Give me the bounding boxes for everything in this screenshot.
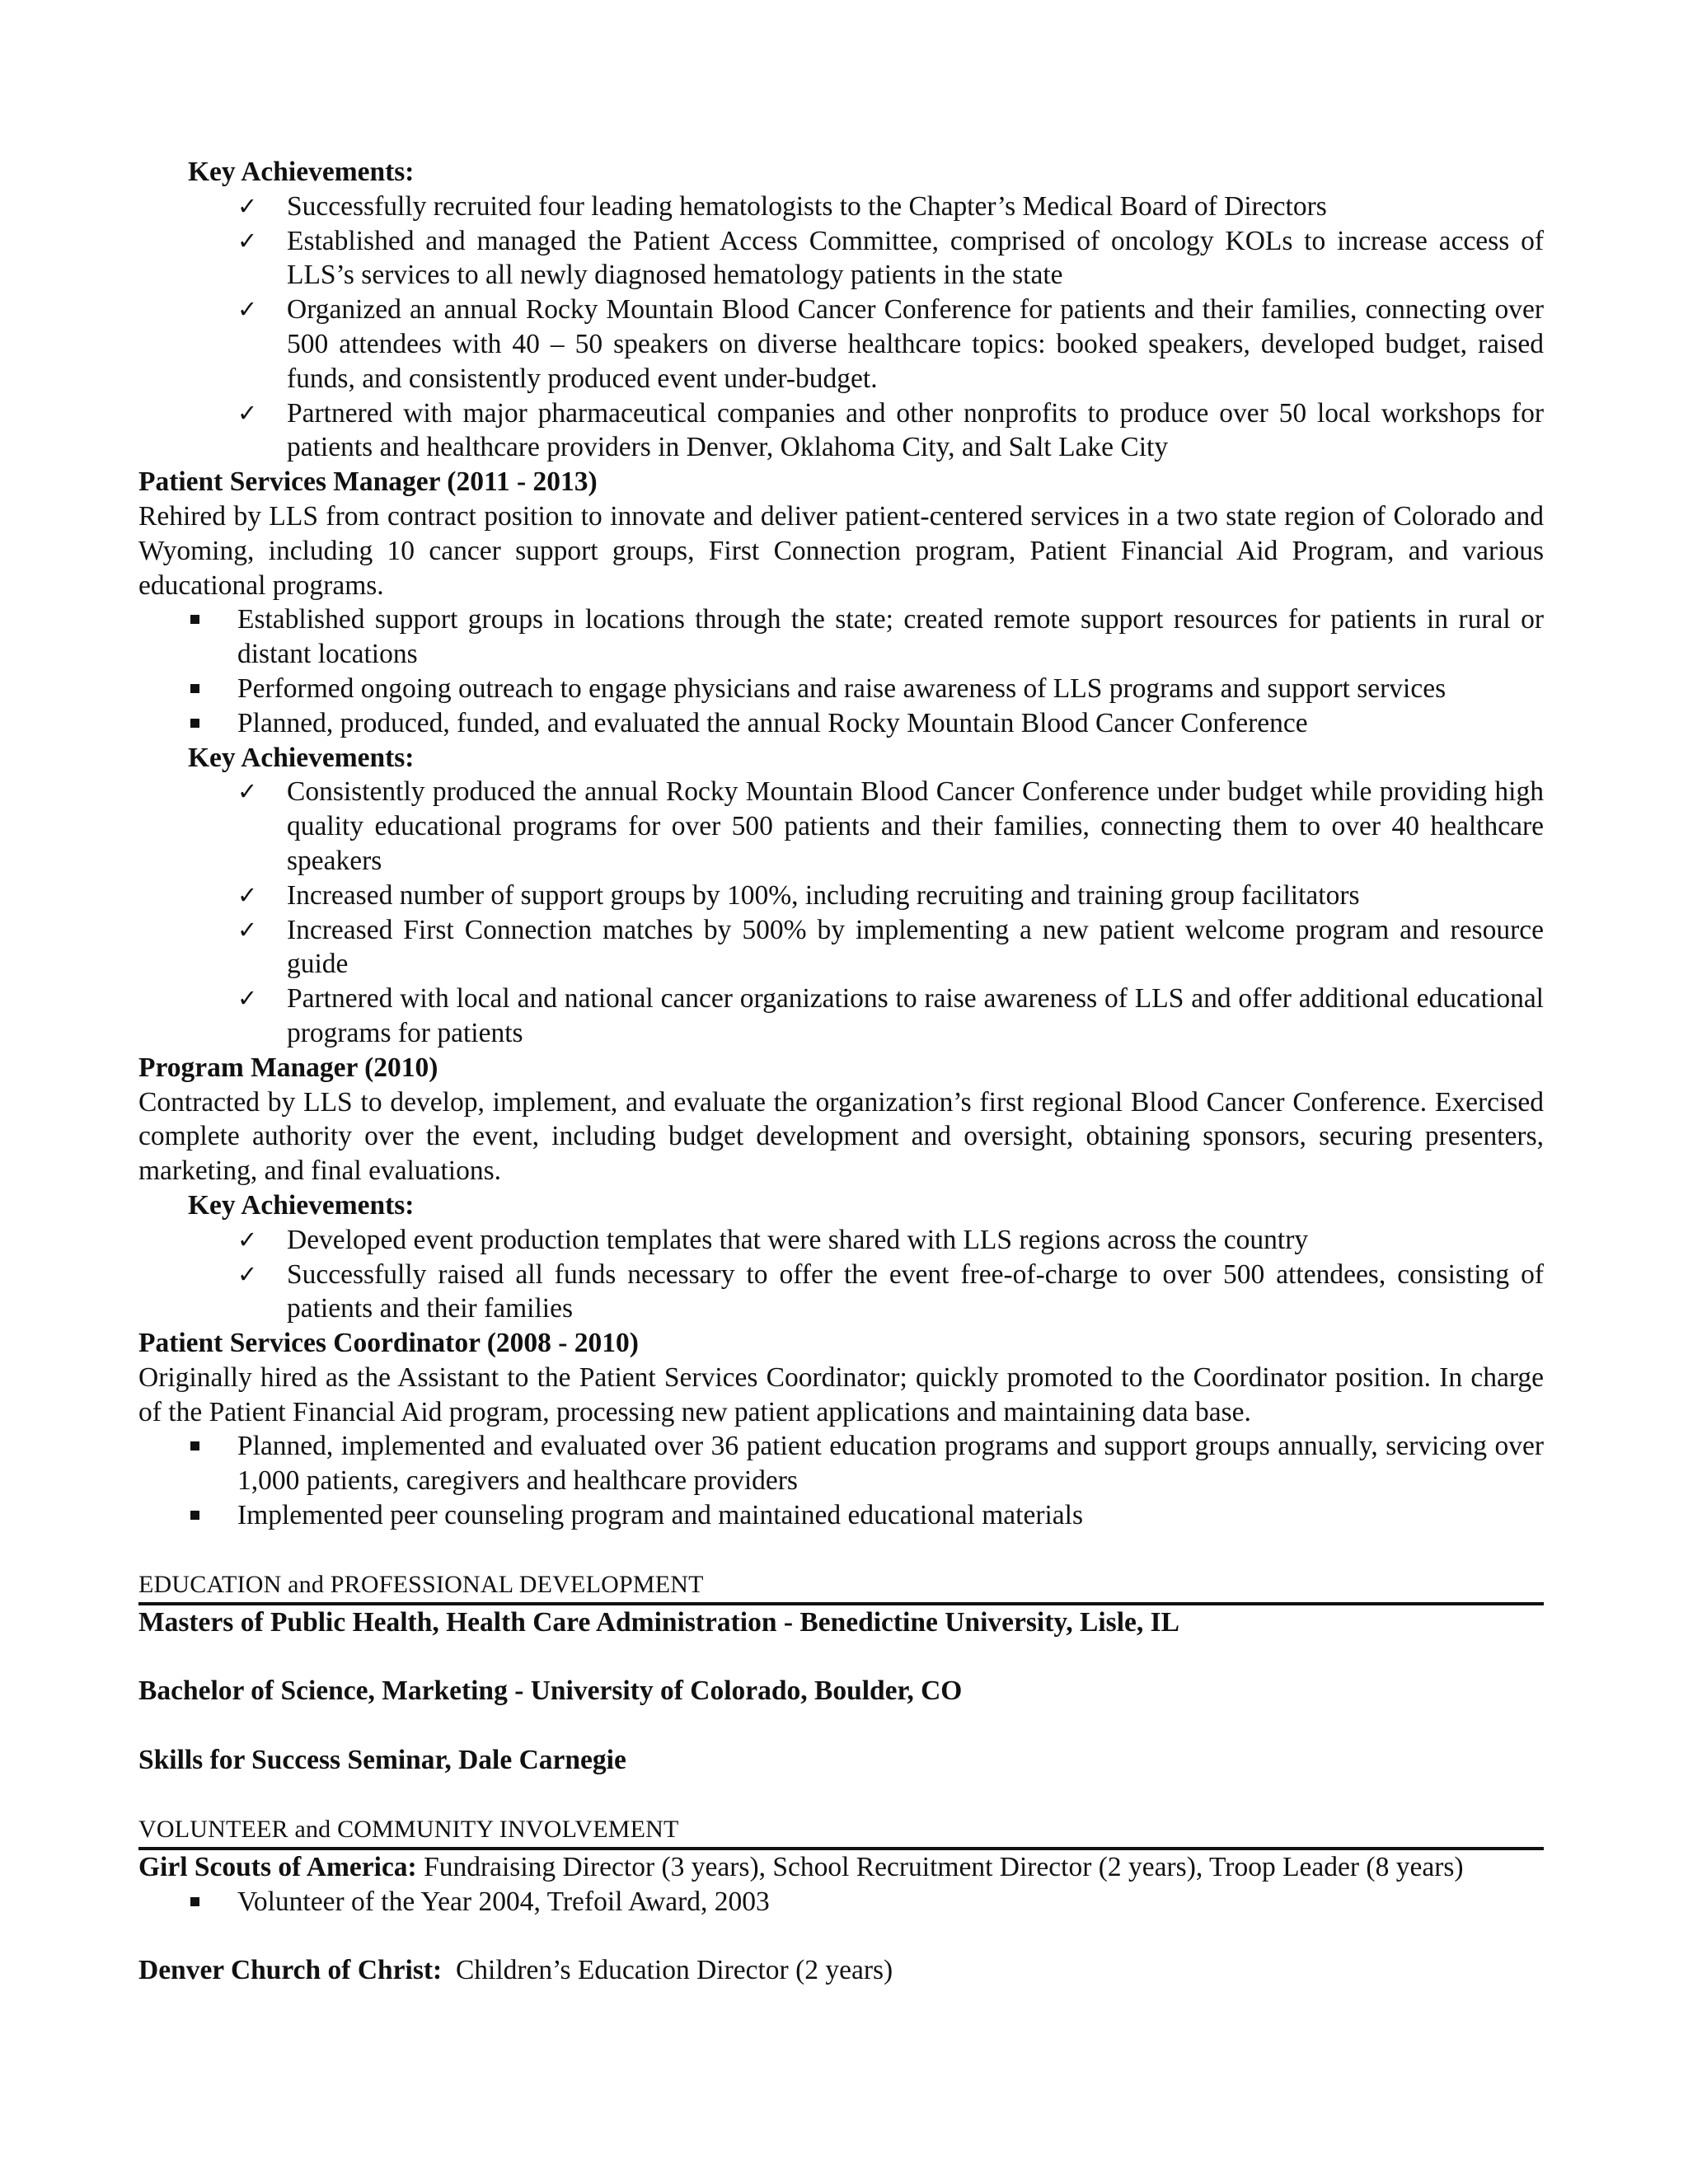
check-mark-icon: ✓	[237, 880, 258, 909]
list-item: ✓ Increased First Connection matches by 500% by implementing a new patient welcome program and resource guide	[237, 914, 1544, 980]
square-bullet-icon	[190, 1897, 199, 1906]
volunteer-entry	[138, 1850, 1544, 1885]
education-heading: EDUCATION and PROFESSIONAL DEVELOPMENT	[138, 1570, 704, 1598]
achievements-list	[138, 190, 1544, 465]
check-mark-icon: ✓	[237, 295, 258, 324]
list-item: ✓ Partnered with local and national cancer organizations to raise awareness of LLS and offer additional educational programs for patients	[237, 983, 1544, 1048]
job-title: Program Manager (2010)	[138, 1052, 438, 1083]
list-item: Planned, produced, funded, and evaluated the annual Rocky Mountain Blood Cancer Conference	[138, 706, 1544, 741]
key-achievements-label: Key Achievements:	[188, 742, 415, 773]
check-mark-icon: ✓	[237, 1259, 258, 1288]
spacer	[138, 1640, 1544, 1675]
check-mark-icon: ✓	[237, 984, 258, 1013]
list-item: ✓ Established and managed the Patient Access Committee, comprised of oncology KOLs to increase access of LLS’s services to all newly diagnosed hematology patients in the state	[237, 225, 1544, 291]
spacer	[138, 1708, 1544, 1743]
list-item: Implemented peer counseling program and maintained educational materials	[138, 1498, 1544, 1533]
key-achievements-label: Key Achievements:	[188, 157, 415, 187]
achievements-list	[138, 1223, 1544, 1326]
education-item: Masters of Public Health, Health Care Administration - Benedictine University, Lisle, IL	[138, 1606, 1180, 1638]
list-item: Volunteer of the Year 2004, Trefoil Award, 2003	[138, 1885, 1544, 1919]
volunteer-awards-list	[138, 1885, 1544, 1919]
volunteer-org: Girl Scouts of America:	[138, 1851, 417, 1882]
key-achievements-label: Key Achievements:	[188, 1189, 415, 1221]
education-item: Bachelor of Science, Marketing - University of Colorado, Boulder, CO	[138, 1675, 963, 1707]
list-item: ✓ Consistently produced the annual Rocky Mountain Blood Cancer Conference under budget while providing high quality educational programs for over 500 patients and their families, connecting them to over 40 healthcare speakers	[237, 776, 1544, 876]
list-item: ✓ Organized an annual Rocky Mountain Blood Cancer Conference for patients and their families, connecting over 500 attendees with 40 – 50 speakers on diverse healthcare topics: booked speakers, developed budget, raised funds, and consistently produced event under-budget.	[237, 294, 1544, 394]
check-mark-icon: ✓	[237, 915, 258, 944]
duties-list	[138, 602, 1544, 740]
list-item: ✓ Partnered with major pharmaceutical companies and other nonprofits to produce over 50 local workshops for patients and healthcare providers in Denver, Oklahoma City, and Salt Lake City	[237, 397, 1544, 463]
square-bullet-icon	[190, 684, 199, 693]
volunteer-heading: VOLUNTEER and COMMUNITY INVOLVEMENT	[138, 1815, 679, 1843]
check-mark-icon: ✓	[237, 191, 258, 220]
square-bullet-icon	[190, 1511, 199, 1520]
check-mark-icon: ✓	[237, 226, 258, 255]
volunteer-entry	[138, 1953, 1544, 1988]
square-bullet-icon	[190, 615, 199, 624]
list-item: ✓ Developed event production templates that were shared with LLS regions across the country	[138, 1223, 1544, 1258]
job-description: Contracted by LLS to develop, implement, and evaluate the organization’s first regional Blood Cancer Conference. Exercised complete authority over the event, including budget development and oversight, obtaining sponsors, securing presenters, marketing, and final evaluations.	[138, 1086, 1544, 1187]
list-item: ✓ Successfully raised all funds necessary to offer the event free-of-charge to over 500 attendees, consisting of patients and their families	[237, 1258, 1544, 1324]
list-item: Established support groups in locations through the state; created remote support resources for patients in rural or distant locations	[138, 602, 1544, 672]
volunteer-roles: Children’s Education Director (2 years)	[442, 1955, 893, 1986]
square-bullet-icon	[190, 719, 199, 728]
list-item: ✓ Successfully recruited four leading hematologists to the Chapter’s Medical Board of Directors	[138, 190, 1544, 224]
spacer	[138, 1919, 1544, 1953]
list-item: ✓ Increased number of support groups by 100%, including recruiting and training group facilitators	[138, 879, 1544, 913]
education-item: Skills for Success Seminar, Dale Carnegie	[138, 1745, 626, 1776]
check-mark-icon: ✓	[237, 1225, 258, 1254]
job-description: Originally hired as the Assistant to the Patient Services Coordinator; quickly promoted to the Coordinator position. In charge of the Patient Financial Aid program, processing new patient applications and maintaining data base.	[138, 1361, 1544, 1427]
square-bullet-icon	[190, 1441, 199, 1451]
job-title: Patient Services Coordinator (2008 - 2010)	[138, 1328, 639, 1359]
resume-page	[138, 155, 1544, 1988]
job-title: Patient Services Manager (2011 - 2013)	[138, 466, 598, 498]
volunteer-org: Denver Church of Christ:	[138, 1955, 443, 1986]
duties-list	[138, 1429, 1544, 1532]
check-mark-icon: ✓	[237, 777, 258, 806]
check-mark-icon: ✓	[237, 398, 258, 427]
list-item: Planned, implemented and evaluated over 36 patient education programs and support groups annually, servicing over 1,000 patients, caregivers and healthcare providers	[138, 1429, 1544, 1498]
volunteer-roles: Fundraising Director (3 years), School Recruitment Director (2 years), Troop Leader (8 years)	[416, 1851, 1464, 1882]
achievements-list	[138, 775, 1544, 1050]
list-item: Performed ongoing outreach to engage physicians and raise awareness of LLS programs and support services	[138, 672, 1544, 706]
job-description: Rehired by LLS from contract position to innovate and deliver patient-centered services in a two state region of Colorado and Wyoming, including 10 cancer support groups, First Connection program, Patient Financial Aid Program, and various educational programs.	[138, 500, 1544, 601]
